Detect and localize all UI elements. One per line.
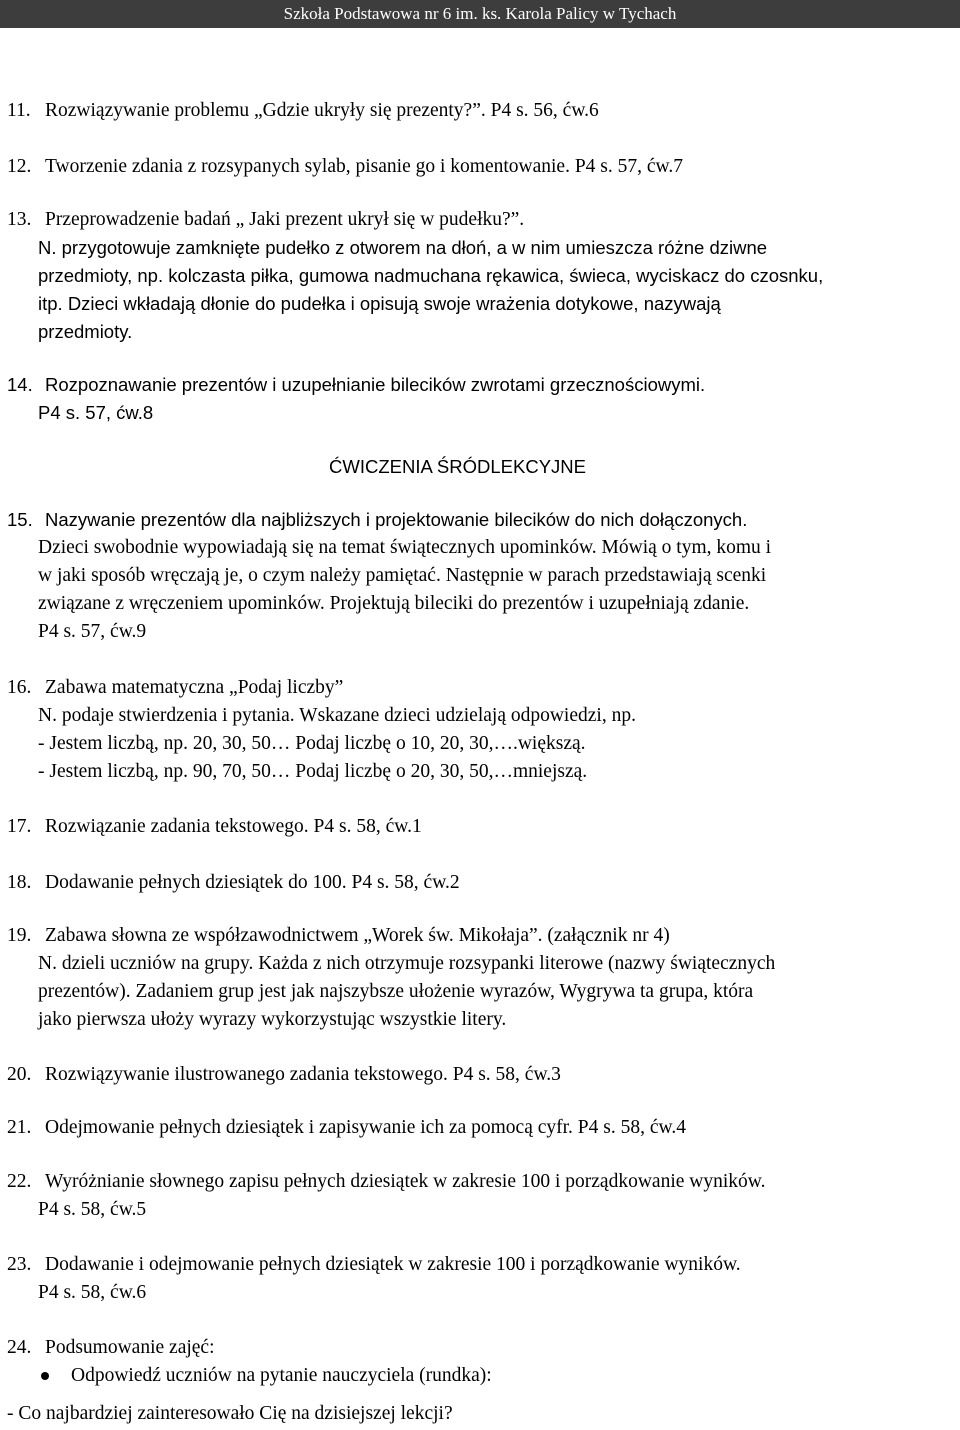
item-text: Rozwiązanie zadania tekstowego. P4 s. 58, ćw.1	[45, 816, 422, 837]
item-number: 20.	[7, 1064, 32, 1085]
list-item-24	[7, 1334, 957, 1428]
item-text-line: P4 s. 58, ćw.6	[38, 1282, 147, 1303]
item-text-line: związane z wręczeniem upominków. Projektują bileciki do prezentów i uzupełniają zdanie.	[38, 593, 750, 614]
item-number: 12.	[7, 156, 32, 177]
item-number: 15.	[7, 509, 33, 530]
bullet-item	[7, 1362, 957, 1390]
item-text-line: P4 s. 57, ćw.8	[38, 402, 154, 423]
item-text-line: N. dzieli uczniów na grupy. Każda z nich otrzymuje rozsypanki literowe (nazwy świątecznych	[38, 953, 776, 974]
list-item-19	[7, 922, 957, 1034]
item-number: 23.	[7, 1254, 32, 1275]
closing-question: - Co najbardziej zainteresowało Cię na dzisiejszej lekcji?	[7, 1403, 453, 1424]
item-text: Przeprowadzenie badań „ Jaki prezent ukrył się w pudełku?”.	[45, 209, 525, 230]
item-number: 18.	[7, 872, 32, 893]
header-title: Szkoła Podstawowa nr 6 im. ks. Karola Palicy w Tychach	[283, 4, 677, 23]
item-text: Wyróżnianie słownego zapisu pełnych dziesiątek w zakresie 100 i porządkowanie wyników.	[45, 1171, 766, 1192]
list-item-20	[7, 1061, 957, 1089]
item-text-line: Dzieci swobodnie wypowiadają się na temat świątecznych upominków. Mówią o tym, komu i	[38, 537, 772, 558]
item-text-line: przedmioty, np. kolczasta piłka, gumowa nadmuchana rękawica, świeca, wyciskacz do czosnku,	[38, 265, 824, 286]
item-text: Tworzenie zdania z rozsypanych sylab, pisanie go i komentowanie. P4 s. 57, ćw.7	[45, 156, 683, 177]
item-text: Rozwiązywanie ilustrowanego zadania tekstowego. P4 s. 58, ćw.3	[45, 1064, 561, 1085]
item-text: Zabawa słowna ze współzawodnictwem „Worek św. Mikołaja”. (załącznik nr 4)	[45, 925, 670, 946]
item-text: Rozwiązywanie problemu „Gdzie ukryły się prezenty?”. P4 s. 56, ćw.6	[45, 100, 599, 121]
list-item-15	[7, 506, 957, 646]
list-item-17	[7, 813, 957, 841]
item-number: 13.	[7, 209, 32, 230]
item-number: 16.	[7, 677, 32, 698]
item-number: 24.	[7, 1337, 32, 1358]
list-item-12	[7, 153, 957, 181]
item-text: Nazywanie prezentów dla najbliższych i projektowanie bilecików do nich dołączonych.	[45, 509, 748, 530]
item-text-line: P4 s. 57, ćw.9	[38, 621, 147, 642]
item-text-line: - Jestem liczbą, np. 90, 70, 50… Podaj liczbę o 20, 30, 50,…mniejszą.	[38, 761, 588, 782]
item-text-line: itp. Dzieci wkładają dłonie do pudełka i opisują swoje wrażenia dotykowe, nazywają	[38, 293, 721, 314]
item-text: Odejmowanie pełnych dziesiątek i zapisywanie ich za pomocą cyfr. P4 s. 58, ćw.4	[45, 1117, 686, 1138]
item-number: 22.	[7, 1171, 32, 1192]
item-text-line: w jaki sposób wręczają je, o czym należy pamiętać. Następnie w parach przedstawiają scenki	[38, 565, 767, 586]
list-item-16	[7, 674, 957, 786]
list-item-22	[7, 1168, 957, 1224]
list-item-13	[7, 206, 957, 346]
item-text-line: N. podaje stwierdzenia i pytania. Wskazane dzieci udzielają odpowiedzi, np.	[38, 705, 636, 726]
section-title: ĆWICZENIA ŚRÓDLEKCYJNE	[329, 456, 586, 477]
list-item-21	[7, 1114, 957, 1142]
bullet-text: Odpowiedź uczniów na pytanie nauczyciela (rundka):	[71, 1365, 492, 1386]
list-item-18	[7, 869, 957, 897]
item-text: Dodawanie pełnych dziesiątek do 100. P4 s. 58, ćw.2	[45, 872, 460, 893]
item-text-line: prezentów). Zadaniem grup jest jak najszybsze ułożenie wyrazów, Wygrywa ta grupa, która	[38, 981, 754, 1002]
list-item-11	[7, 97, 957, 125]
list-item-14	[7, 371, 957, 427]
list-item-23	[7, 1251, 957, 1307]
item-text-line: przedmioty.	[38, 321, 133, 342]
item-number: 19.	[7, 925, 32, 946]
item-number: 14.	[7, 374, 33, 395]
item-text-line: jako pierwsza ułoży wyrazy wykorzystując wszystkie litery.	[38, 1009, 507, 1030]
item-text-line: N. przygotowuje zamknięte pudełko z otworem na dłoń, a w nim umieszcza różne dziwne	[38, 237, 768, 258]
page-header	[0, 0, 960, 28]
item-number: 11.	[7, 100, 31, 121]
item-text: Dodawanie i odejmowanie pełnych dziesiątek w zakresie 100 i porządkowanie wyników.	[45, 1254, 741, 1275]
item-number: 21.	[7, 1117, 32, 1138]
item-text: Podsumowanie zajęć:	[45, 1337, 215, 1358]
item-text-line: P4 s. 58, ćw.5	[38, 1199, 147, 1220]
item-text: Zabawa matematyczna „Podaj liczby”	[45, 677, 344, 698]
bullet-dot-icon	[41, 1372, 49, 1380]
item-text: Rozpoznawanie prezentów i uzupełnianie bilecików zwrotami grzecznościowymi.	[45, 374, 706, 395]
item-number: 17.	[7, 816, 32, 837]
item-text-line: - Jestem liczbą, np. 20, 30, 50… Podaj liczbę o 10, 20, 30,….większą.	[38, 733, 586, 754]
